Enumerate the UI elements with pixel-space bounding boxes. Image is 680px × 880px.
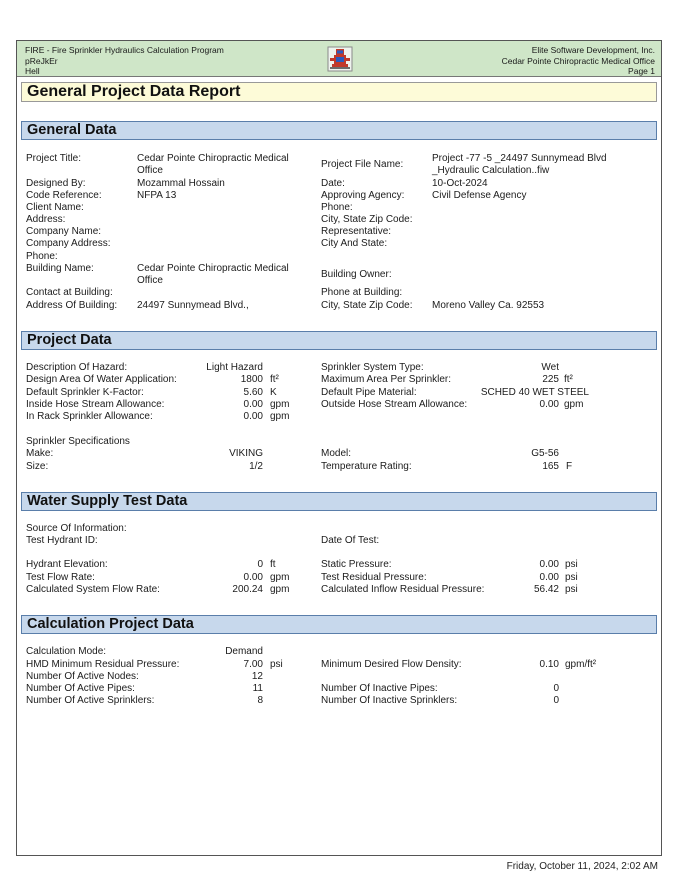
- make-value: VIKING: [229, 448, 263, 459]
- inflow-pressure-unit: psi: [565, 584, 578, 595]
- outside-hose-value: 0.00: [539, 399, 559, 410]
- test-flow-label: Test Flow Rate:: [26, 572, 95, 583]
- test-flow-value: 0.00: [243, 572, 263, 583]
- phone-at-building-label: Phone at Building:: [321, 287, 403, 298]
- in-rack-value: 0.00: [243, 411, 263, 422]
- outside-hose-label: Outside Hose Stream Allowance:: [321, 399, 468, 410]
- representative-label: Representative:: [321, 226, 392, 237]
- building-city-state-zip-label: City, State Zip Code:: [321, 300, 413, 311]
- sprinkler-specs-label: Sprinkler Specifications: [26, 436, 130, 447]
- city-and-state-label: City And State:: [321, 238, 388, 249]
- hazard-value: Light Hazard: [206, 362, 263, 373]
- section-general-data: General Data: [21, 121, 657, 140]
- calc-flow-label: Calculated System Flow Rate:: [26, 584, 160, 595]
- project-file-label: Project File Name:: [321, 159, 404, 170]
- inside-hose-label: Inside Hose Stream Allowance:: [26, 399, 165, 410]
- hydrant-elevation-value: 0: [257, 559, 263, 570]
- pipe-material-label: Default Pipe Material:: [321, 387, 417, 398]
- temperature-label: Temperature Rating:: [321, 461, 412, 472]
- active-nodes-label: Number Of Active Nodes:: [26, 671, 139, 682]
- site-name: Hell: [25, 66, 40, 76]
- design-area-unit: ft²: [270, 374, 279, 385]
- model-value: G5-56: [531, 448, 559, 459]
- flow-density-unit: gpm/ft²: [565, 659, 597, 670]
- company-address-label: Company Address:: [26, 238, 111, 249]
- hydrant-elevation-unit: ft: [270, 559, 276, 570]
- static-pressure-label: Static Pressure:: [321, 559, 392, 570]
- address-of-building-label: Address Of Building:: [26, 300, 118, 311]
- project-title-value: Cedar Pointe Chiropractic Medical Office: [137, 153, 289, 176]
- max-area-unit: ft²: [564, 374, 573, 385]
- hydrant-elevation-label: Hydrant Elevation:: [26, 559, 108, 570]
- inactive-pipes-value: 0: [553, 683, 559, 694]
- inflow-pressure-label: Calculated Inflow Residual Pressure:: [321, 584, 485, 595]
- flow-density-label: Minimum Desired Flow Density:: [321, 659, 462, 670]
- calc-mode-value: Demand: [225, 646, 263, 657]
- hmd-value: 7.00: [243, 659, 263, 670]
- active-pipes-label: Number Of Active Pipes:: [26, 683, 135, 694]
- in-rack-label: In Rack Sprinkler Allowance:: [26, 411, 153, 422]
- section-project-data: Project Data: [21, 331, 657, 350]
- temperature-unit: F: [566, 461, 573, 472]
- active-sprinklers-value: 8: [257, 695, 263, 706]
- design-area-value: 1800: [240, 374, 263, 385]
- header-left: [25, 45, 224, 77]
- system-type-value: Wet: [541, 362, 559, 373]
- company-phone-label: Phone:: [26, 251, 58, 262]
- header-right: [502, 45, 655, 77]
- date-value: 10-Oct-2024: [432, 178, 488, 189]
- calc-flow-unit: gpm: [270, 584, 290, 595]
- hydrant-id-label: Test Hydrant ID:: [26, 535, 98, 546]
- kfactor-value: 5.60: [243, 387, 263, 398]
- date-label: Date:: [321, 178, 345, 189]
- phone-label: Phone:: [321, 202, 353, 213]
- calc-mode-label: Calculation Mode:: [26, 646, 107, 657]
- residual-pressure-unit: psi: [565, 572, 578, 583]
- project-title-label: Project Title:: [26, 153, 82, 164]
- building-name-label: Building Name:: [26, 263, 94, 274]
- in-rack-unit: gpm: [270, 411, 290, 422]
- address-label: Address:: [26, 214, 66, 225]
- make-label: Make:: [26, 448, 54, 459]
- hazard-label: Description Of Hazard:: [26, 362, 128, 373]
- inflow-pressure-value: 56.42: [533, 584, 559, 595]
- active-pipes-value: 11: [252, 683, 263, 694]
- max-area-label: Maximum Area Per Sprinkler:: [321, 374, 452, 385]
- test-flow-unit: gpm: [270, 572, 290, 583]
- program-name: FIRE - Fire Sprinkler Hydraulics Calculation Program: [25, 45, 224, 55]
- inactive-sprinklers-label: Number Of Inactive Sprinklers:: [321, 695, 458, 706]
- active-sprinklers-label: Number Of Active Sprinklers:: [26, 695, 155, 706]
- date-of-test-label: Date Of Test:: [321, 535, 380, 546]
- outside-hose-unit: gpm: [564, 399, 584, 410]
- report-header: [17, 41, 661, 77]
- inactive-pipes-label: Number Of Inactive Pipes:: [321, 683, 438, 694]
- approving-agency-value: Civil Defense Agency: [432, 190, 527, 201]
- inactive-sprinklers-value: 0: [553, 695, 559, 706]
- section-water-supply: Water Supply Test Data: [21, 492, 657, 511]
- kfactor-unit: K: [270, 387, 277, 398]
- inside-hose-value: 0.00: [243, 399, 263, 410]
- city-state-zip-label: City, State Zip Code:: [321, 214, 413, 225]
- size-label: Size:: [26, 461, 49, 472]
- contact-label: Contact at Building:: [26, 287, 113, 298]
- section-calculation-data: Calculation Project Data: [21, 615, 657, 634]
- address-of-building-value: 24497 Sunnymead Blvd.,: [137, 300, 249, 311]
- hmd-label: HMD Minimum Residual Pressure:: [26, 659, 180, 670]
- approving-agency-label: Approving Agency:: [321, 190, 405, 201]
- project-file-value: Project -77 -5 _24497 Sunnymead Blvd _Hydraulic Calculation..fiw: [432, 153, 607, 176]
- source-label: Source Of Information:: [26, 523, 127, 534]
- static-pressure-unit: psi: [565, 559, 578, 570]
- hmd-unit: psi: [270, 659, 283, 670]
- kfactor-label: Default Sprinkler K-Factor:: [26, 387, 144, 398]
- max-area-value: 225: [542, 374, 559, 385]
- header-project-name: Cedar Pointe Chiropractic Medical Office: [501, 55, 655, 66]
- designed-by-label: Designed By:: [26, 178, 86, 189]
- building-city-state-zip-value: Moreno Valley Ca. 92553: [432, 300, 545, 311]
- system-type-label: Sprinkler System Type:: [321, 362, 424, 373]
- temperature-value: 165: [542, 461, 559, 472]
- report-title: General Project Data Report: [21, 82, 657, 102]
- active-nodes-value: 12: [251, 671, 263, 682]
- fire-hydrant-logo-icon: [327, 46, 353, 72]
- inside-hose-unit: gpm: [270, 399, 290, 410]
- residual-pressure-label: Test Residual Pressure:: [321, 572, 427, 583]
- model-label: Model:: [321, 448, 352, 459]
- building-name-value: Cedar Pointe Chiropractic Medical Office: [137, 263, 289, 286]
- company-name: Elite Software Development, Inc.: [531, 45, 655, 55]
- design-area-label: Design Area Of Water Application:: [26, 374, 177, 385]
- building-owner-label: Building Owner:: [321, 269, 392, 280]
- size-value: 1/2: [249, 461, 263, 472]
- user-name: pReJkEr: [25, 55, 58, 66]
- residual-pressure-value: 0.00: [539, 572, 559, 583]
- print-timestamp: Friday, October 11, 2024, 2:02 AM: [506, 861, 658, 872]
- calc-flow-value: 200.24: [232, 584, 263, 595]
- report-page: [16, 40, 662, 856]
- page-number: Page 1: [628, 66, 655, 76]
- pipe-material-value: SCHED 40 WET STEEL: [480, 387, 589, 398]
- client-name-label: Client Name:: [26, 202, 84, 213]
- code-reference-label: Code Reference:: [26, 190, 102, 201]
- flow-density-value: 0.10: [539, 659, 559, 670]
- code-reference-value: NFPA 13: [137, 190, 177, 201]
- static-pressure-value: 0.00: [539, 559, 559, 570]
- company-name-label: Company Name:: [26, 226, 102, 237]
- designed-by-value: Mozammal Hossain: [137, 178, 225, 189]
